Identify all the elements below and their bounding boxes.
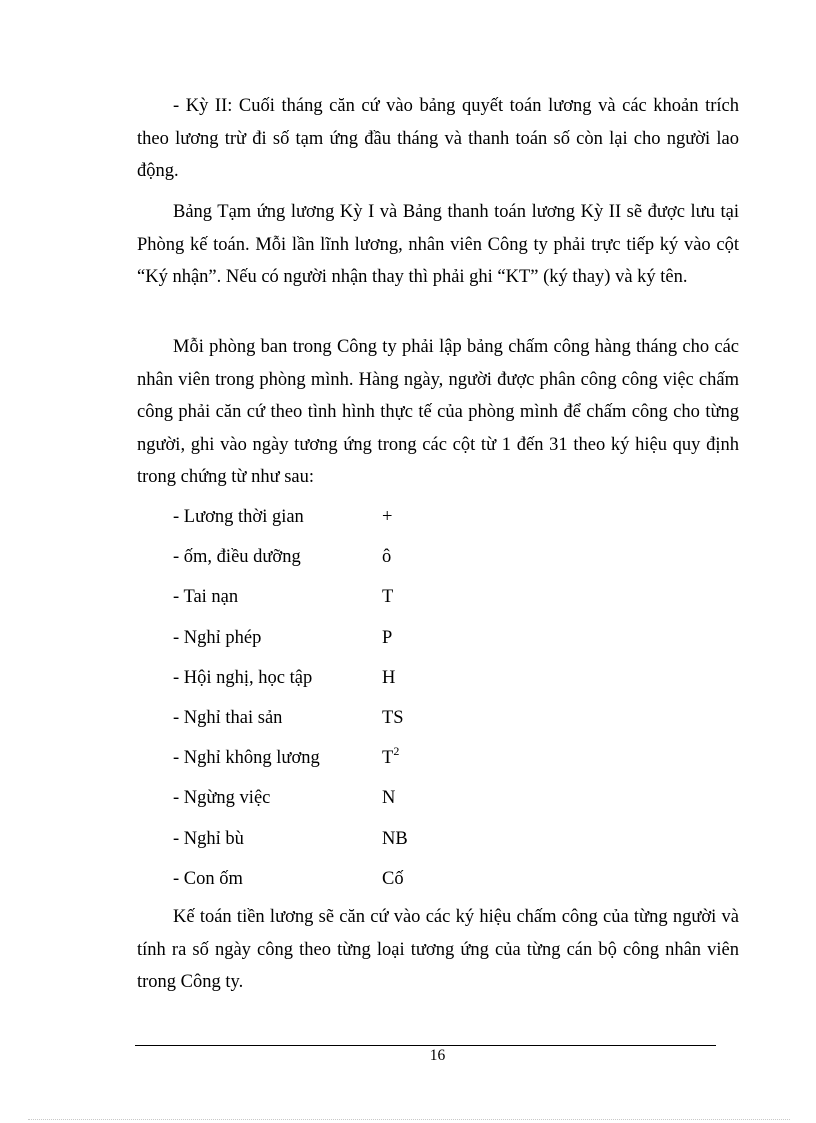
- page-number: 16: [429, 1047, 446, 1064]
- symbol-label: - Nghỉ phép: [173, 627, 262, 648]
- symbol-code: T: [382, 587, 394, 608]
- symbol-label: - Nghỉ thai sản: [173, 707, 283, 728]
- paragraph-cham-cong: Mỗi phòng ban trong Công ty phải lập bảng chấm công hàng tháng cho các nhân viên trong phòng mình. Hàng ngày, người được phân công công việc chấm công phải căn cứ theo tình hình thực tế của phòng mình để chấm công cho từng người, ghi vào ngày tương ứng trong các cột từ 1 đến 31 theo ký hiệu quy định trong chứng từ như sau:: [137, 337, 739, 487]
- symbol-code: TS: [382, 707, 404, 728]
- symbol-label: - Ngừng việc: [173, 788, 271, 809]
- symbol-row: [173, 500, 493, 540]
- symbol-code: Cố: [382, 868, 404, 889]
- paragraph-ky-ii: - Kỳ II: Cuối tháng căn cứ vào bảng quyết toán lương và các khoản trích theo lương trừ đi số tạm ứng đầu tháng và thanh toán số còn lại cho người lao động.: [137, 96, 739, 181]
- symbol-row: [173, 621, 493, 661]
- symbol-row: [173, 540, 493, 580]
- attendance-symbol-list: [173, 500, 493, 902]
- symbol-code-base: T: [382, 748, 394, 769]
- symbol-code: [382, 741, 399, 775]
- symbol-row: [173, 661, 493, 701]
- symbol-code: +: [382, 507, 393, 527]
- paragraph-luu-tru: Bảng Tạm ứng lương Kỳ I và Bảng thanh toán lương Kỳ II sẽ được lưu tại Phòng kế toán. Mỗi lần lĩnh lương, nhân viên Công ty phải trực tiếp ký vào cột “Ký nhận”. Nếu có người nhận thay thì phải ghi “KT” (ký thay) và ký tên.: [137, 202, 739, 287]
- symbol-row: [173, 822, 493, 862]
- symbol-row: [173, 741, 493, 781]
- symbol-label: - Tai nạn: [173, 587, 239, 608]
- symbol-row: [173, 862, 493, 902]
- symbol-label: - ốm, điều dưỡng: [173, 547, 301, 568]
- symbol-row: [173, 701, 493, 741]
- symbol-label: - Nghỉ bù: [173, 828, 244, 849]
- symbol-row: [173, 580, 493, 620]
- symbol-label: - Lương thời gian: [173, 507, 304, 527]
- symbol-label: - Nghỉ không lương: [173, 748, 320, 769]
- paragraph-ke-toan: Kế toán tiền lương sẽ căn cứ vào các ký hiệu chấm công của từng người và tính ra số ngày công theo từng loại tương ứng của từng cán bộ công nhân viên trong Công ty.: [137, 907, 739, 992]
- symbol-code: P: [382, 627, 393, 648]
- symbol-row: [173, 781, 493, 821]
- symbol-code: H: [382, 667, 396, 688]
- symbol-label: - Con ốm: [173, 868, 243, 889]
- page-bottom-border: [28, 1119, 790, 1120]
- symbol-code: N: [382, 788, 396, 809]
- symbol-code-superscript: 2: [393, 743, 400, 758]
- symbol-code: ô: [382, 547, 392, 568]
- symbol-label: - Hội nghị, học tập: [173, 667, 313, 688]
- symbol-code: NB: [382, 828, 408, 849]
